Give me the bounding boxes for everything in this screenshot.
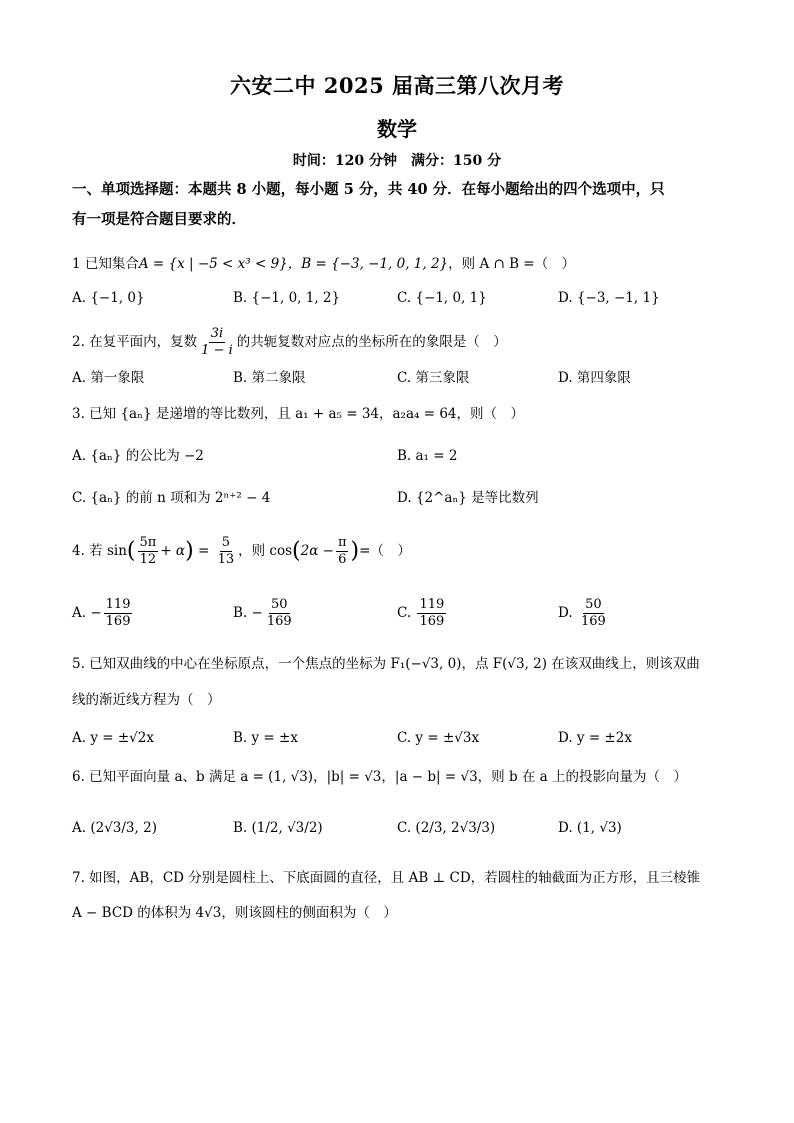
- q4-option-c-num: 119: [419, 597, 445, 612]
- q4-paren-close-2: ): [350, 538, 360, 564]
- question-4-stem: [72, 534, 411, 569]
- q2-stem-a: 2. 在复平面内，复数: [72, 334, 198, 350]
- q4-option-b-frac: [265, 597, 294, 630]
- q4-frac-2-num: 5: [221, 535, 230, 550]
- exam-title: 六安二中 2025 届高三第八次月考: [229, 73, 565, 98]
- q6-option-d: D. (1, √3): [558, 820, 622, 836]
- q4-option-d-label: D.: [558, 605, 573, 621]
- q6-option-c: C. (2/3, 2√3/3): [397, 820, 496, 836]
- q4-option-b-num: 50: [270, 597, 288, 612]
- q3-option-c: C. {aₙ} 的前 n 项和为 2ⁿ⁺² − 4: [72, 490, 271, 506]
- q4-option-a-frac: [104, 597, 133, 630]
- q4-mid-2: 2α −: [300, 543, 334, 559]
- q4-frac-2-den: 13: [217, 552, 235, 567]
- q4-option-d: [558, 596, 610, 630]
- question-5-line2: 线的渐近线方程为（ ）: [72, 692, 221, 708]
- q5-option-b: B. y = ±x: [233, 730, 298, 746]
- q6-option-b: B. (1/2, √3/2): [233, 820, 323, 836]
- subject-title: 数学: [377, 117, 417, 141]
- q2-stem-b: 的共轭复数对应点的坐标所在的象限是（ ）: [236, 334, 507, 350]
- q4-option-d-den: 169: [580, 614, 606, 629]
- q4-option-b-label: B.: [233, 605, 248, 621]
- q2-option-d: D. 第四象限: [558, 370, 631, 386]
- q1-option-b: B. {−1, 0, 1, 2}: [233, 290, 341, 306]
- q1-stem-c: ，则 A ∩ B =（ ）: [448, 256, 576, 272]
- q4-option-b: [233, 596, 296, 630]
- q1-sets: A = {x | −5 < x³ < 9}，B = {−3, −1, 0, 1, 2}: [138, 256, 449, 272]
- q4-option-d-frac: [579, 597, 608, 630]
- question-5-line1: 5. 已知双曲线的中心在坐标原点，一个焦点的坐标为 F₁(−√3, 0)，点 F(√3, 2) 在该双曲线上，则该双曲: [72, 656, 700, 672]
- q2-option-c: C. 第三象限: [397, 370, 470, 386]
- q1-option-c: C. {−1, 0, 1}: [397, 290, 487, 306]
- q4-option-a-sign: −: [90, 605, 102, 621]
- section-heading-line1: 一、单项选择题：本题共 8 小题，每小题 5 分，共 40 分．在每小题给出的四个选项中，只: [72, 181, 665, 198]
- question-1-stem: [72, 254, 575, 274]
- q4-option-c-label: C.: [397, 605, 412, 621]
- question-6-stem: 6. 已知平面向量 a、b 满足 a = (1, √3)，|b| = √3，|a − b| = √3，则 b 在 a 上的投影向量为（ ）: [72, 769, 688, 785]
- q4-option-a: [72, 596, 134, 630]
- q4-option-c-frac: [417, 597, 446, 630]
- q4-option-d-num: 50: [585, 597, 602, 612]
- q4-frac-1-den: 12: [139, 552, 157, 567]
- q4-frac-3-den: 6: [338, 552, 347, 567]
- q3-option-d: D. {2^aₙ} 是等比数列: [397, 490, 539, 506]
- section-heading-line2: 有一项是符合题目要求的．: [72, 211, 246, 228]
- exam-info: 时间：120 分钟 满分：150 分: [292, 153, 502, 169]
- question-7-line1: 7. 如图，AB，CD 分别是圆柱上、下底面圆的直径，且 AB ⊥ CD，若圆柱的轴截面为正方形，且三棱锥: [72, 870, 701, 886]
- q4-option-a-num: 119: [105, 597, 131, 612]
- q4-frac-1: [138, 535, 159, 568]
- q4-frac-1-num: 5π: [139, 535, 157, 550]
- q2-fraction: [199, 326, 235, 359]
- q4-paren-open-1: (: [126, 538, 136, 564]
- q6-option-a: A. (2√3/3, 2): [72, 820, 157, 836]
- q4-frac-3-num: π: [337, 535, 347, 550]
- q5-option-c: C. y = ±√3x: [397, 730, 480, 746]
- question-2-stem: [72, 326, 507, 359]
- q4-option-b-sign: −: [251, 605, 263, 621]
- q4-option-c-den: 169: [419, 614, 445, 629]
- q4-option-c: [397, 596, 448, 630]
- q1-option-a: A. {−1, 0}: [72, 290, 145, 306]
- q4-option-a-label: A.: [72, 605, 87, 621]
- q2-numerator: 3i: [210, 326, 224, 341]
- q4-stem-b: ，则 cos: [238, 543, 293, 559]
- q2-denominator: 1 − i: [201, 343, 233, 358]
- q2-option-b: B. 第二象限: [233, 370, 306, 386]
- q4-stem-c: =（ ）: [359, 543, 411, 559]
- q5-option-d: D. y = ±2x: [558, 730, 632, 746]
- q3-option-a: A. {aₙ} 的公比为 −2: [72, 448, 204, 464]
- q1-stem-a: 1 已知集合: [72, 256, 139, 272]
- question-3-stem: 3. 已知 {aₙ} 是递增的等比数列，且 a₁ + a₅ = 34，a₂a₄ = 64，则（ ）: [72, 406, 524, 422]
- q4-paren-close-1: ): [185, 538, 194, 564]
- q4-paren-open-2: (: [292, 538, 301, 564]
- q4-stem-a: 4. 若 sin: [72, 543, 127, 559]
- q4-frac-2: [216, 535, 237, 568]
- q4-mid-1: + α: [160, 543, 186, 559]
- q4-option-a-den: 169: [105, 614, 131, 629]
- q1-option-d: D. {−3, −1, 1}: [558, 290, 660, 306]
- q5-option-a: A. y = ±√2x: [72, 730, 154, 746]
- q4-frac-3: [336, 535, 349, 568]
- q2-option-a: A. 第一象限: [72, 370, 145, 386]
- q3-option-b: B. a₁ = 2: [397, 448, 458, 464]
- question-7-line2: A − BCD 的体积为 4√3，则该圆柱的侧面积为（ ）: [72, 905, 397, 921]
- q4-option-b-den: 169: [266, 614, 292, 629]
- q4-eq: =: [197, 543, 210, 559]
